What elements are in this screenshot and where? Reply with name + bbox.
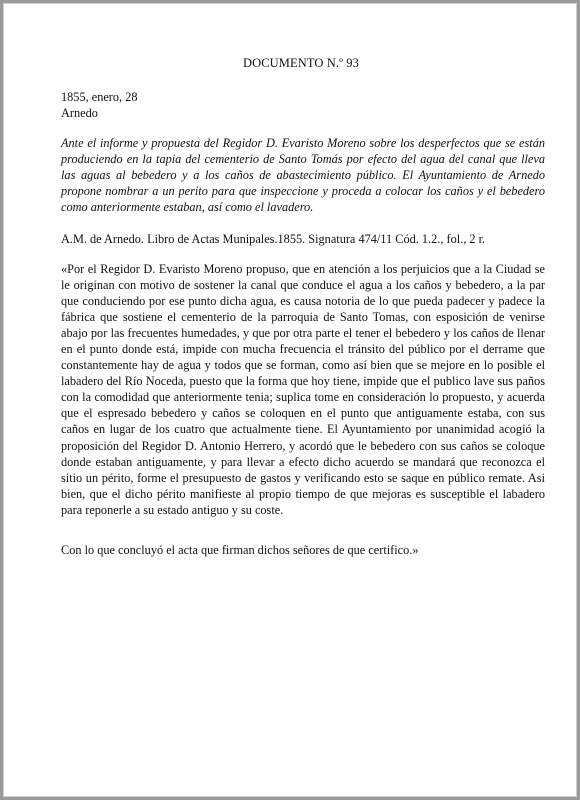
document-meta xyxy=(61,89,138,121)
document-source: A.M. de Arnedo. Libro de Actas Munipales.1855. Signatura 474/11 Cód. 1.2., fol., 2 r. xyxy=(61,232,486,246)
document-title: DOCUMENTO N.º 93 xyxy=(242,56,359,70)
document-body: «Por el Regidor D. Evaristo Moreno propuso, que en atención a los perjuicios que a la Ciudad se le originan con motivo de sostener la canal que conduce el agua a los caños y bebedero, a la par que conduciendo por ese punto dicha agua, es causa notoria de lo que pueda padecer y padece la fábrica que sostiene el cementerio de la parroquia de Santo Tomas, con esposición de venirse abajo por las frecuentes humedades, y que por otra parte el tener el bebedero y los caños de llenar en el punto donde está, impide con mucha frecuencia el tránsito del público por el derrame que constantemente hay de agua y todos que se forman, como así bien que se mejore en lo posible el labadero del Río Noceda, puesto que la forma que hoy tiene, impide que el publico lave sus paños con la comodidad que anteriormente tenia; suplica tome en consideración lo propuesto, y acuerda que el espresado bebedero y caños se coloquen en el punto que antiguamente estaba, con sus caños en lugar de los cuatro que actualmente tiene. El Ayuntamiento por unanimidad acogió la proposición del Regidor D. Antonio Herrero, y acordó que le bebedero con sus caños se coloque donde estaban antiguamente, y para llevar a efecto dicho acuerdo se mandará que reconozca el sitio un périto, forme el presupuesto de gastos y verificando esto se saque en público remate. Asi bien, que el dicho périto manifieste al propio tiempo de que mejoras es susceptible el labadero para reponerle a su estado antiguo y su coste. xyxy=(61,262,545,517)
document-date: 1855, enero, 28 xyxy=(61,90,138,104)
document-closing: Con lo que concluyó el acta que firman dichos señores de que certifico.» xyxy=(61,543,419,557)
document-place: Arnedo xyxy=(61,106,98,120)
document-page xyxy=(3,3,577,797)
document-summary: Ante el informe y propuesta del Regidor D. Evaristo Moreno sobre los desperfectos que se están produciendo en la tapia del cementerio de Santo Tomás por efecto del agua del canal que lleva las aguas al bebedero y a los caños de abastecimiento público. El Ayuntamiento de Arnedo propone nombrar a un perito para que inspeccione y proceda a colocar los caños y el bebedero como anteriormente estaban, así como el lavadero. xyxy=(61,136,545,214)
